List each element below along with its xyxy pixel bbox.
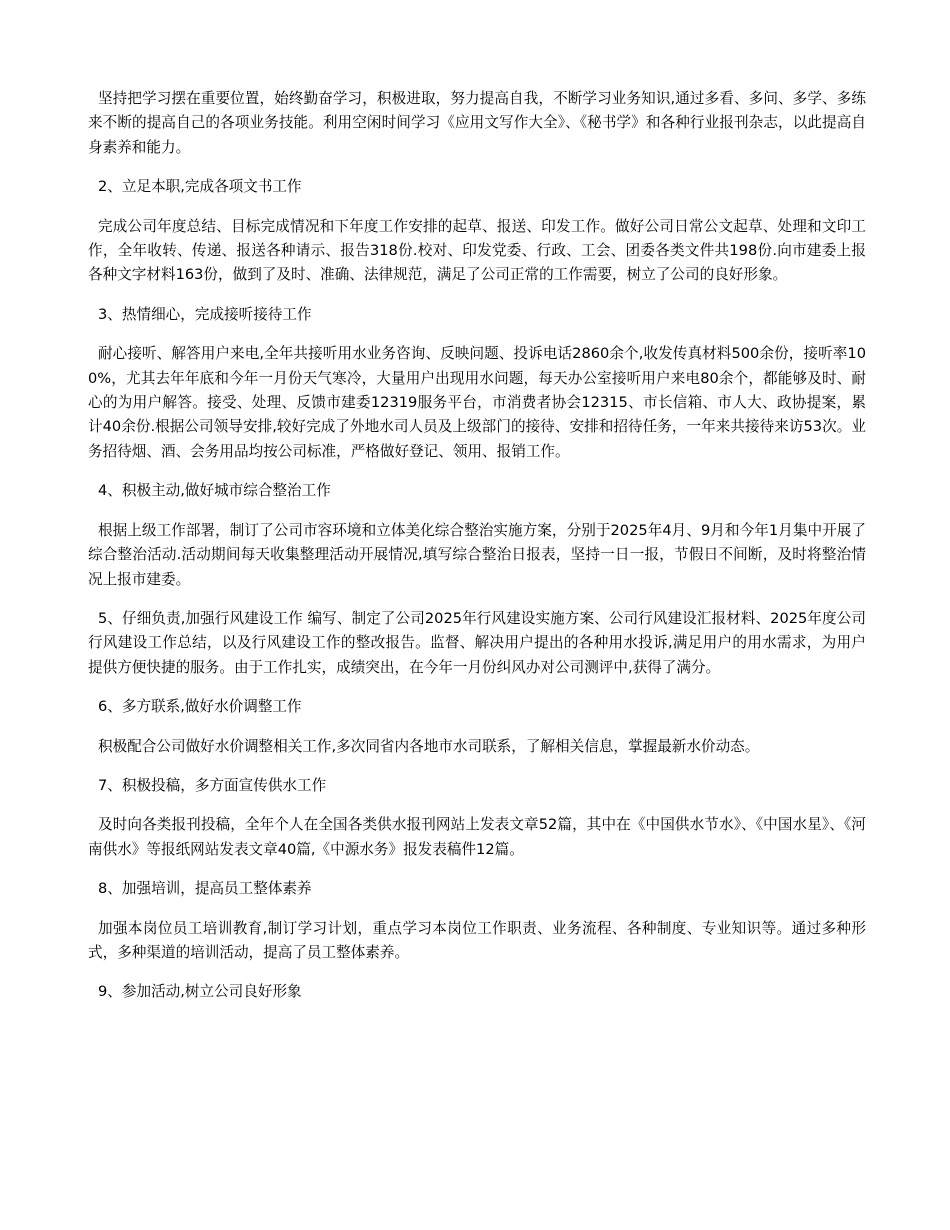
- document-body: [88, 87, 866, 1020]
- paragraph-publicity: 及时向各类报刊投稿，全年个人在全国各类供水报刊网站上发表文章52篇，其中在《中国供水节水》、《中国水星》、《河南供水》等报纸网站发表文章40篇,《中源水务》报发表稿件12篇。: [88, 816, 866, 858]
- section-heading-4: 4、积极主动,做好城市综合整治工作: [98, 482, 331, 500]
- paragraph-study: 坚持把学习摆在重要位置，始终勤奋学习，积极进取，努力提高自我，不断学习业务知识,通过多看、多问、多学、多练来不断的提高自己的各项业务技能。利用空闲时间学习《应用文写作大全》、《秘书学》和各种行业报刊杂志，以此提高自身素养和能力。: [88, 90, 866, 156]
- paragraph-conduct: 5、仔细负责,加强行风建设工作 编写、制定了公司2025年行风建设实施方案、公司行风建设汇报材料、2025年度公司行风建设工作总结，以及行风建设工作的整改报告。监督、解决用户提出的各种用水投诉,满足用户的用水需求，为用户提供方便快捷的服务。由于工作扎实，成绩突出，在今年一月份纠风办对公司测评中,获得了满分。: [88, 609, 866, 676]
- paragraph-city-improvement: 根据上级工作部署，制订了公司市容环境和立体美化综合整治实施方案，分别于2025年4月、9月和今年1月集中开展了综合整治活动.活动期间每天收集整理活动开展情况,填写综合整治日报表，坚持一日一报，节假日不间断，及时将整治情况上报市建委。: [88, 521, 866, 588]
- section-heading-3: 3、热情细心，完成接听接待工作: [98, 305, 312, 323]
- paragraph-reception: 耐心接听、解答用户来电,全年共接听用水业务咨询、反映问题、投诉电话2860余个,收发传真材料500余份，接听率100%，尤其去年年底和今年一月份天气寒冷，大量用户出现用水问题，每天办公室接听用户来电80余个，都能够及时、耐心的为用户解答。接受、处理、反馈市建委12319服务平台，市消费者协会12315、市长信箱、市人大、政协提案，累计40余份.根据公司领导安排,较好完成了外地水司人员及上级部门的接待、安排和招待任务，一年来共接待来访53次。业务招待烟、酒、会务用品均按公司标准，严格做好登记、领用、报销工作。: [88, 345, 866, 460]
- paragraph-water-price: 积极配合公司做好水价调整相关工作,多次同省内各地市水司联系，了解相关信息，掌握最新水价动态。: [98, 737, 760, 755]
- section-heading-7: 7、积极投稿，多方面宣传供水工作: [98, 776, 327, 794]
- paragraph-training: 加强本岗位员工培训教育,制订学习计划，重点学习本岗位工作职责、业务流程、各种制度、专业知识等。通过多种形式，多种渠道的培训活动，提高了员工整体素养。: [88, 919, 866, 961]
- paragraph-documents: 完成公司年度总结、目标完成情况和下年度工作安排的起草、报送、印发工作。做好公司日常公文起草、处理和文印工作，全年收转、传递、报送各种请示、报告318份.校对、印发党委、行政、工会、团委各类文件共198份.向市建委上报各种文字材料163份，做到了及时、准确、法律规范，满足了公司正常的工作需要，树立了公司的良好形象。: [88, 217, 866, 284]
- section-heading-8: 8、加强培训，提高员工整体素养: [98, 880, 312, 898]
- section-heading-6: 6、多方联系,做好水价调整工作: [98, 698, 302, 716]
- section-heading-2: 2、立足本职,完成各项文书工作: [98, 178, 302, 196]
- section-heading-9: 9、参加活动,树立公司良好形象: [98, 983, 302, 1001]
